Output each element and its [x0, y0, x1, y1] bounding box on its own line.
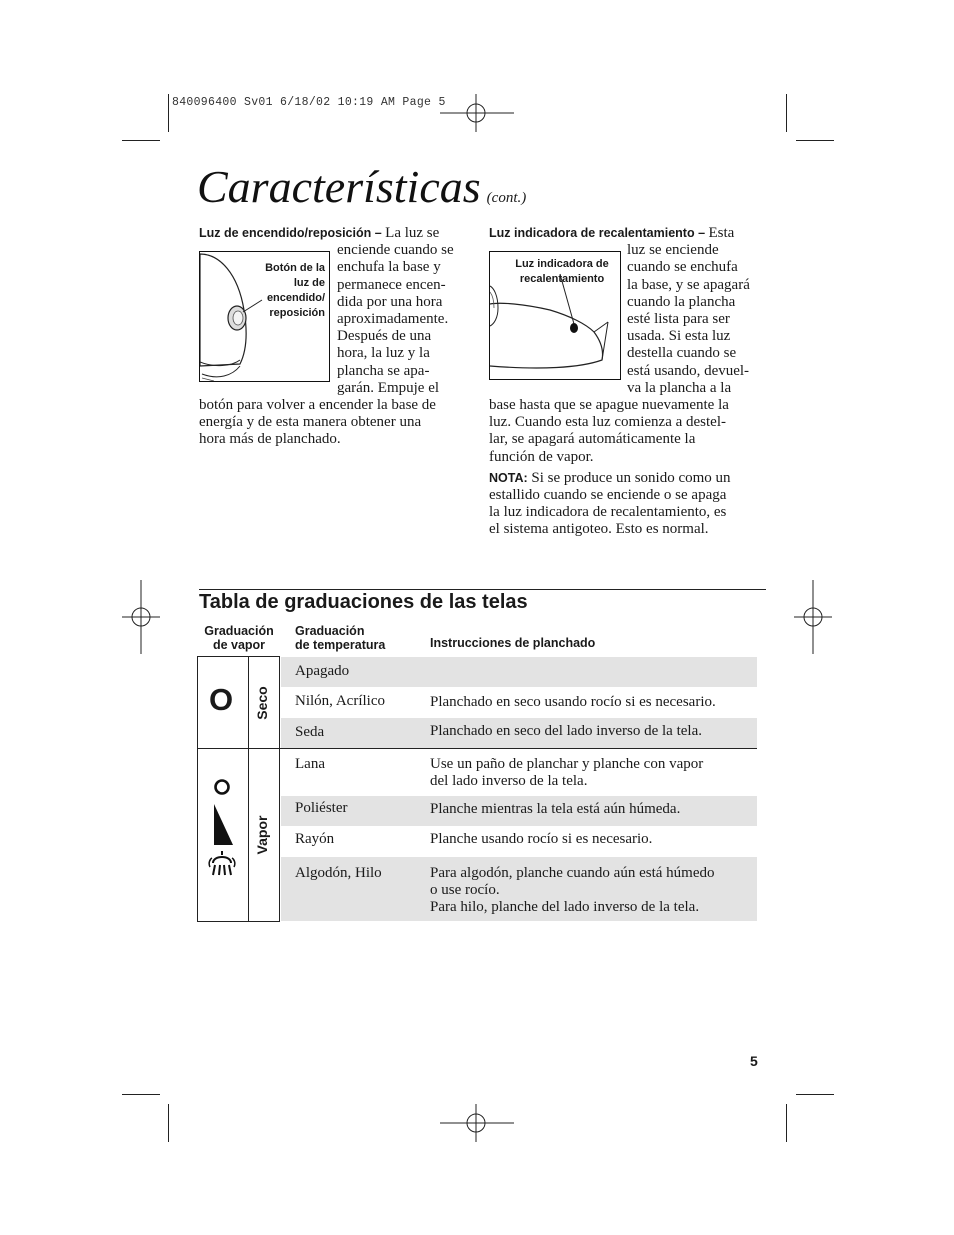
- table-title: Tabla de graduaciones de las telas: [199, 591, 528, 613]
- overheat-light-paragraph: Luz indicadora de recalentamiento – Esta luz se enciende cuando se enchufa la base, y se apagará cuando la plancha esté lista para ser usada. Si esta luz destella cuando se está usando, devuel- va la plancha a la base hasta que se apague nuevamente la luz. Cuando esta luz comienza a destel- lar, se apagará automáticamente la función de vapor. NOTA: Si se produce un sonido como un estallido cuando se enciende o se apaga la luz indicadora de recalentamiento, es el sistema antigoteo. Esto es normal.: [489, 225, 764, 539]
- page-number: 5: [750, 1053, 758, 1069]
- row-instruction-algodon: Para algodón, planche cuando aún está húmedo o use rocío. Para hilo, planche del lado inverso de la tela.: [430, 865, 715, 915]
- row-instruction-nilon: Planchado en seco usando rocío si es necesario.: [430, 694, 716, 710]
- print-slug: 840096400 Sv01 6/18/02 10:19 AM Page 5: [172, 96, 446, 109]
- note-block: NOTA: Si se produce un sonido como un estallido cuando se enciende o se apaga la luz indicadora de recalentamiento, es el sistema antigoteo. Esto es normal.: [489, 469, 731, 538]
- off-dial-icon: [212, 777, 232, 797]
- overheat-light-figure: [489, 251, 621, 380]
- overheat-light-label: Luz indicadora de recalentamiento: [515, 258, 609, 285]
- row-instruction-rayon: Planche usando rocío si es necesario.: [430, 831, 653, 847]
- row-fabric-apagado: Apagado: [295, 663, 350, 679]
- page-title-cont: (cont.): [486, 190, 527, 206]
- registration-mark-bottom: [438, 1102, 518, 1144]
- registration-mark-left: [120, 578, 162, 656]
- dry-setting-symbol: O: [209, 682, 234, 717]
- page-title-block: [197, 160, 526, 213]
- row-fabric-lana: Lana: [295, 756, 325, 772]
- group-seco-label: Seco: [254, 686, 270, 720]
- row-bg-apagado: [281, 657, 757, 687]
- steam-gradient-icon: [211, 801, 235, 846]
- power-light-heading: Luz de encendido/reposición: [199, 226, 372, 240]
- page-title: Características: [197, 161, 481, 212]
- group-vapor-label: Vapor: [254, 815, 270, 855]
- row-fabric-seda: Seda: [295, 724, 325, 740]
- power-button-figure: [199, 251, 330, 382]
- header-instructions: Instrucciones de planchado: [430, 636, 596, 650]
- row-fabric-nilon: Nilón, Acrílico: [295, 693, 385, 709]
- overheat-light-heading: Luz indicadora de recalentamiento: [489, 226, 695, 240]
- section-divider: [199, 589, 766, 590]
- power-light-paragraph: Luz de encendido/reposición – La luz se enciende cuando se enchufa la base y permanece encen- dida por una hora aproximadamente. Después de una hora, la luz y la plancha se apa- garán. Empuje el botón para volver a encender la base de energía y de esta manera obtener una hora más de planchado.: [199, 225, 454, 448]
- row-instruction-seda: Planchado en seco del lado inverso de la tela.: [430, 723, 702, 739]
- note-label: NOTA:: [489, 470, 528, 485]
- row-instruction-poliester: Planche mientras la tela está aún húmeda.: [430, 801, 681, 817]
- registration-mark-top: [438, 92, 518, 134]
- burst-steam-icon: [208, 851, 236, 877]
- registration-mark-right: [792, 578, 834, 656]
- header-temp-setting: Graduación de temperatura: [295, 624, 386, 652]
- row-instruction-lana: Use un paño de planchar y planche con vapor del lado inverso de la tela.: [430, 756, 704, 789]
- row-fabric-rayon: Rayón: [295, 831, 335, 847]
- row-fabric-poliester: Poliéster: [295, 800, 348, 816]
- row-fabric-algodon: Algodón, Hilo: [295, 865, 382, 881]
- header-steam-setting: Graduación de vapor: [204, 624, 274, 652]
- power-button-label: Botón de la luz de encendido/ reposición: [265, 262, 325, 319]
